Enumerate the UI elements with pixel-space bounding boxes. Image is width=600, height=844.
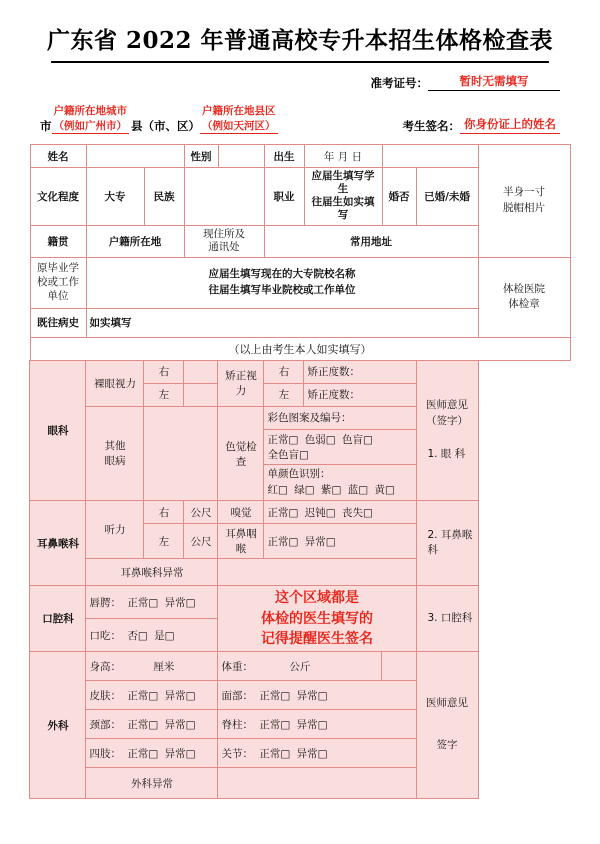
hearing-label: 听力	[86, 501, 144, 559]
candidate-signature-label: 考生签名：	[402, 119, 460, 133]
other-eye-disease-label	[86, 406, 144, 501]
ent-throat-label: 耳鼻咽喉	[218, 524, 264, 559]
stutter-no[interactable]: 否□	[127, 629, 148, 642]
surgery-abnormal-label: 外科异常	[86, 768, 218, 799]
photo-line-2: 脱帽相片	[503, 201, 545, 214]
spine-label: 脊柱：	[221, 718, 253, 731]
school-value-line1: 应届生填写现在的大专院校名称	[208, 268, 356, 281]
spine-row[interactable]	[218, 710, 416, 739]
school-label-line1: 原毕业学	[37, 262, 79, 275]
skin-abnormal[interactable]: 异常□	[164, 689, 196, 702]
naked-vision-right-label: 右	[144, 360, 184, 383]
skin-row[interactable]	[86, 681, 218, 710]
ent-abnormal-label: 耳鼻喉科异常	[86, 559, 218, 586]
stutter-yes[interactable]: 是□	[154, 629, 175, 642]
job-value-line1: 应届生填写学生	[311, 170, 375, 196]
doctor-opinion-oral-box	[416, 586, 478, 652]
dept-oral-label: 口腔科	[30, 586, 86, 652]
school-label	[30, 257, 86, 308]
history-value: 如实填写	[86, 308, 478, 337]
weight-label: 体重：	[221, 660, 253, 673]
school-value-line2: 往届生填写毕业院校或工作单位	[208, 283, 356, 296]
birth-extra[interactable]	[382, 145, 478, 168]
exam-number-row	[40, 73, 560, 91]
color-test-label: 色觉检查	[218, 406, 264, 501]
watermark-line1: 这个区域都是	[274, 590, 359, 607]
sex-input[interactable]	[218, 145, 264, 168]
marriage-value: 已婚/未婚	[416, 168, 478, 226]
name-label: 姓名	[30, 145, 86, 168]
smell-normal[interactable]: 正常□	[267, 506, 299, 519]
neck-abnormal[interactable]: 异常□	[164, 718, 196, 731]
single-color-options[interactable]	[267, 483, 412, 499]
smell-label: 嗅觉	[218, 501, 264, 524]
registry-county-annotation	[200, 103, 278, 134]
doctor-opinion-eye-box	[416, 360, 478, 501]
limbs-row[interactable]	[86, 739, 218, 768]
neck-label: 颈部：	[89, 718, 121, 731]
table-row	[30, 145, 570, 168]
ent-abnormal-value[interactable]	[218, 559, 416, 586]
ent-throat-normal[interactable]: 正常□	[267, 535, 299, 548]
opinion-item-oral: 3. 口腔科	[427, 611, 473, 624]
surgery-spacer	[382, 652, 416, 681]
education-value: 大专	[86, 168, 144, 226]
opinion-item-ent: 2. 耳鼻喉科	[427, 528, 473, 557]
history-label: 既往病史	[30, 308, 86, 337]
table-row	[30, 739, 570, 768]
other-eye-line1: 其他	[104, 440, 126, 453]
page-title: 广东省 2022 年普通高校专升本招生体格检查表	[46, 27, 554, 54]
table-row	[30, 559, 570, 586]
table-row	[30, 710, 570, 739]
color-opt-total-blind[interactable]: 全色盲□	[267, 448, 309, 461]
registry-city-top: 户籍所在地城市	[53, 105, 127, 117]
registry-city-bottom: （例如广州市）	[53, 120, 127, 132]
height-label: 身高：	[89, 660, 121, 673]
joints-row[interactable]	[218, 739, 416, 768]
other-eye-line2: 眼病	[104, 454, 126, 467]
limbs-abnormal[interactable]: 异常□	[164, 747, 196, 760]
title-divider	[51, 61, 549, 63]
doctor-opinion-surgery-box	[416, 652, 478, 799]
corrected-vision-label: 矫正视力	[218, 360, 264, 406]
ent-throat-abnormal[interactable]: 异常□	[304, 535, 336, 548]
joints-normal[interactable]: 正常□	[259, 747, 291, 760]
photo-line-1: 半身一寸	[503, 186, 545, 199]
table-row	[30, 257, 570, 308]
naked-vision-left-label: 左	[144, 383, 184, 406]
doctor-opinion-label-2: （签字）	[426, 414, 468, 427]
doctor-opinion-ent-box	[416, 501, 478, 586]
spine-normal[interactable]: 正常□	[259, 718, 291, 731]
hospital-line-2: 体检章	[508, 298, 540, 311]
lip-palate-abnormal[interactable]: 异常□	[164, 596, 196, 609]
doctor-opinion2-label: 医师意见	[426, 697, 468, 710]
table-row	[30, 768, 570, 799]
education-label: 文化程度	[30, 168, 86, 226]
registry-city-prefix: 市	[40, 119, 52, 133]
face-normal[interactable]: 正常□	[259, 689, 291, 702]
stutter-label: 口吃：	[89, 629, 121, 642]
table-row	[30, 681, 570, 710]
origin-value: 户籍所在地	[86, 225, 184, 257]
table-row	[30, 360, 570, 383]
corrected-degree-right[interactable]: 矫正度数：	[304, 360, 416, 383]
height-row[interactable]	[86, 652, 218, 681]
registry-city-annotation	[52, 103, 130, 134]
stutter-row[interactable]	[86, 619, 218, 652]
job-value-line2: 往届生如实填写	[311, 196, 375, 222]
neck-normal[interactable]: 正常□	[127, 718, 159, 731]
naked-vision-label: 裸眼视力	[86, 360, 144, 406]
doctor-opinion-label-1: 医师意见	[426, 398, 468, 411]
single-color-label: 单颜色识别：	[267, 467, 331, 480]
single-color-red[interactable]: 红□	[267, 483, 288, 496]
corrected-vision-right-label: 右	[264, 360, 304, 383]
corrected-vision-left-label: 左	[264, 383, 304, 406]
opinion-item-eye: 1. 眼 科	[427, 448, 466, 461]
ent-throat-options[interactable]	[264, 524, 416, 559]
job-label: 职业	[264, 168, 304, 226]
corrected-degree-left[interactable]: 矫正度数：	[304, 383, 416, 406]
marriage-label: 婚否	[382, 168, 416, 226]
color-opt-blind[interactable]: 色盲□	[342, 433, 373, 446]
table-row	[30, 652, 570, 681]
color-opt-normal[interactable]: 正常□	[267, 433, 299, 446]
lip-palate-normal[interactable]: 正常□	[127, 596, 159, 609]
color-options-row[interactable]	[264, 429, 416, 464]
dept-ent-label: 耳鼻喉科	[30, 501, 86, 586]
face-abnormal[interactable]: 异常□	[296, 689, 328, 702]
skin-label: 皮肤：	[89, 689, 121, 702]
table-row	[30, 406, 570, 429]
table-row	[30, 586, 570, 619]
address-label	[184, 225, 264, 257]
address-label-line1: 现住所及	[203, 227, 245, 240]
table-row	[30, 501, 570, 524]
hearing-left-label: 左	[144, 524, 184, 559]
school-value	[86, 257, 478, 308]
single-color-purple[interactable]: 紫□	[321, 483, 342, 496]
dept-eye-label: 眼科	[30, 360, 86, 501]
color-plate-label[interactable]: 彩色图案及编号：	[264, 406, 416, 429]
joints-label: 关节：	[221, 747, 253, 760]
hospital-line-1: 体检医院	[503, 282, 545, 295]
dept-surgery-label: 外科	[30, 652, 86, 799]
naked-vision-right-value[interactable]	[184, 360, 218, 383]
table-row	[30, 337, 570, 360]
hearing-left-meter[interactable]: 公尺	[184, 524, 218, 559]
lip-palate-row[interactable]	[86, 586, 218, 619]
job-value	[304, 168, 382, 226]
exam-number-value: 暂时无需填写	[428, 73, 560, 91]
registry-county-top: 户籍所在地县区	[202, 105, 276, 117]
lip-palate-label: 唇腭：	[89, 596, 121, 609]
registry-county-prefix: 县（市、区）	[131, 119, 200, 133]
medical-exam-table	[29, 360, 570, 799]
single-color-green[interactable]: 绿□	[294, 483, 315, 496]
face-row[interactable]	[218, 681, 416, 710]
origin-label: 籍贯	[30, 225, 86, 257]
neck-row[interactable]	[86, 710, 218, 739]
document-page	[0, 22, 600, 844]
joints-abnormal[interactable]: 异常□	[296, 747, 328, 760]
single-color-block[interactable]	[264, 464, 416, 501]
other-eye-disease-value[interactable]	[144, 406, 218, 501]
single-color-blue[interactable]: 蓝□	[347, 483, 369, 496]
color-opt-weak[interactable]: 色弱□	[304, 433, 336, 446]
candidate-signature-value: 你身份证上的姓名	[460, 116, 560, 134]
weight-row[interactable]	[218, 652, 382, 681]
signature-label: 签字	[436, 739, 458, 752]
weight-unit: 公斤	[289, 660, 311, 673]
address-label-line2: 通讯处	[208, 241, 240, 254]
school-label-line3: 单位	[47, 289, 69, 302]
naked-vision-left-value[interactable]	[184, 383, 218, 406]
watermark-line3: 记得提醒医生签名	[260, 630, 373, 647]
basic-info-table	[30, 144, 571, 361]
self-fill-note: （以上由考生本人如实填写）	[30, 337, 570, 360]
watermark-line2: 体检的医生填写的	[260, 610, 373, 627]
spine-abnormal[interactable]: 异常□	[296, 718, 328, 731]
registry-row	[40, 103, 560, 134]
nation-label: 民族	[144, 168, 184, 226]
limbs-normal[interactable]: 正常□	[127, 747, 159, 760]
candidate-signature-row	[403, 116, 561, 134]
hearing-right-meter[interactable]: 公尺	[184, 501, 218, 524]
smell-options[interactable]	[264, 501, 416, 524]
height-unit: 厘米	[153, 660, 175, 673]
skin-normal[interactable]: 正常□	[127, 689, 159, 702]
face-label: 面部：	[221, 689, 253, 702]
single-color-yellow[interactable]: 黄□	[374, 483, 395, 496]
exam-number-label: 准考证号：	[370, 76, 428, 90]
registry-county-bottom: （例如天河区）	[202, 120, 276, 132]
surgery-abnormal-value[interactable]	[218, 768, 416, 799]
hearing-right-label: 右	[144, 501, 184, 524]
address-value: 常用地址	[264, 225, 478, 257]
photo-box	[478, 145, 570, 258]
header-block	[40, 73, 560, 134]
watermark-note	[218, 586, 416, 652]
name-input[interactable]	[86, 145, 184, 168]
school-label-line2: 校或工作	[37, 275, 79, 288]
smell-lost[interactable]: 丧失□	[342, 506, 373, 519]
hospital-stamp-box	[478, 257, 570, 337]
birth-label: 出生	[264, 145, 304, 168]
nation-input[interactable]	[184, 168, 264, 226]
smell-dull[interactable]: 迟钝□	[304, 506, 336, 519]
limbs-label: 四肢：	[89, 747, 121, 760]
sex-label: 性别	[184, 145, 218, 168]
birth-ymd[interactable]: 年 月 日	[304, 145, 382, 168]
